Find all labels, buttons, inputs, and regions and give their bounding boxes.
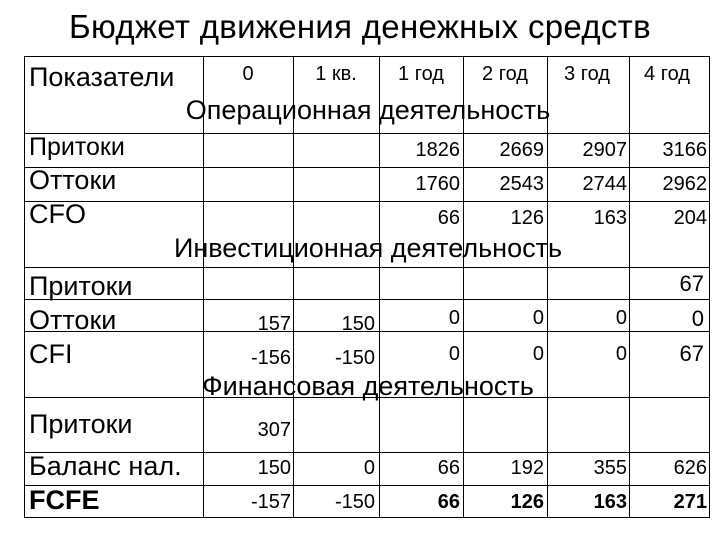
table-cell: -157 bbox=[250, 491, 291, 513]
section-title-operating: Операционная деятельность bbox=[185, 95, 551, 125]
table-cell: 2962 bbox=[662, 173, 707, 195]
table-cell: -150 bbox=[334, 491, 375, 513]
section-title-financing: Финансовая деятельность bbox=[202, 371, 534, 401]
table-cell: 126 bbox=[510, 207, 544, 229]
header-period: 4 год bbox=[644, 63, 690, 85]
table-cell: 3166 bbox=[662, 139, 707, 161]
table-cell: 1826 bbox=[415, 139, 460, 161]
table-cell: 626 bbox=[673, 457, 707, 479]
row-divider bbox=[25, 201, 709, 202]
table-cell: 2669 bbox=[499, 139, 544, 161]
table-cell: 2907 bbox=[582, 139, 627, 161]
column-divider bbox=[379, 57, 380, 517]
column-divider bbox=[547, 57, 548, 517]
row-label: Оттоки bbox=[29, 165, 117, 195]
table-cell: 307 bbox=[257, 419, 291, 441]
header-period: 1 год bbox=[398, 63, 444, 85]
table-cell: 150 bbox=[341, 313, 375, 335]
table-cell: 2744 bbox=[582, 173, 627, 195]
table-cell: 1760 bbox=[415, 173, 460, 195]
table-cell: 0 bbox=[691, 306, 704, 331]
table-cell: -156 bbox=[250, 347, 291, 369]
section-title-investing: Инвестиционная деятельность bbox=[173, 233, 563, 263]
page-title: Бюджет движения денежных средств bbox=[69, 8, 651, 45]
table-cell: 0 bbox=[363, 457, 375, 479]
table-cell: 126 bbox=[510, 491, 544, 513]
table-cell: 67 bbox=[679, 271, 704, 296]
table-cell: 271 bbox=[673, 491, 707, 513]
table-cell: 66 bbox=[437, 207, 460, 229]
table-cell: 0 bbox=[448, 343, 460, 365]
table-cell: 0 bbox=[448, 307, 460, 329]
row-label: CFI bbox=[29, 339, 73, 369]
row-label: Оттоки bbox=[29, 305, 117, 335]
table-cell: 0 bbox=[532, 343, 544, 365]
table-cell: 157 bbox=[257, 313, 291, 335]
row-label: Притоки bbox=[29, 133, 125, 161]
table-cell: -150 bbox=[334, 347, 375, 369]
table-cell: 0 bbox=[532, 307, 544, 329]
header-period: 0 bbox=[242, 63, 254, 85]
table-cell: 0 bbox=[615, 343, 627, 365]
table-cell: 192 bbox=[510, 457, 544, 479]
row-label: CFO bbox=[29, 199, 86, 229]
row-divider bbox=[25, 167, 709, 168]
row-label: FCFE bbox=[29, 485, 100, 515]
cash-flow-budget-table bbox=[24, 56, 710, 518]
table-cell: 66 bbox=[437, 491, 460, 513]
row-label: Притоки bbox=[29, 409, 133, 439]
column-divider bbox=[203, 57, 204, 517]
header-label: Показатели bbox=[29, 62, 175, 92]
row-label: Притоки bbox=[29, 271, 133, 301]
table-cell: 66 bbox=[437, 457, 460, 479]
table-cell: 150 bbox=[257, 457, 291, 479]
row-divider bbox=[25, 267, 709, 268]
table-cell: 0 bbox=[615, 307, 627, 329]
row-divider bbox=[25, 133, 709, 134]
column-divider bbox=[293, 57, 294, 517]
row-label: Баланс нал. bbox=[29, 451, 182, 481]
row-divider bbox=[25, 485, 709, 486]
table-cell: 355 bbox=[593, 457, 627, 479]
table-cell: 204 bbox=[673, 207, 707, 229]
table-cell: 67 bbox=[679, 341, 704, 366]
header-period: 1 кв. bbox=[315, 63, 357, 85]
table-cell: 163 bbox=[593, 491, 627, 513]
table-cell: 163 bbox=[593, 207, 627, 229]
header-period: 3 год bbox=[564, 63, 610, 85]
header-period: 2 год bbox=[482, 63, 528, 85]
column-divider bbox=[463, 57, 464, 517]
table-cell: 2543 bbox=[499, 173, 544, 195]
